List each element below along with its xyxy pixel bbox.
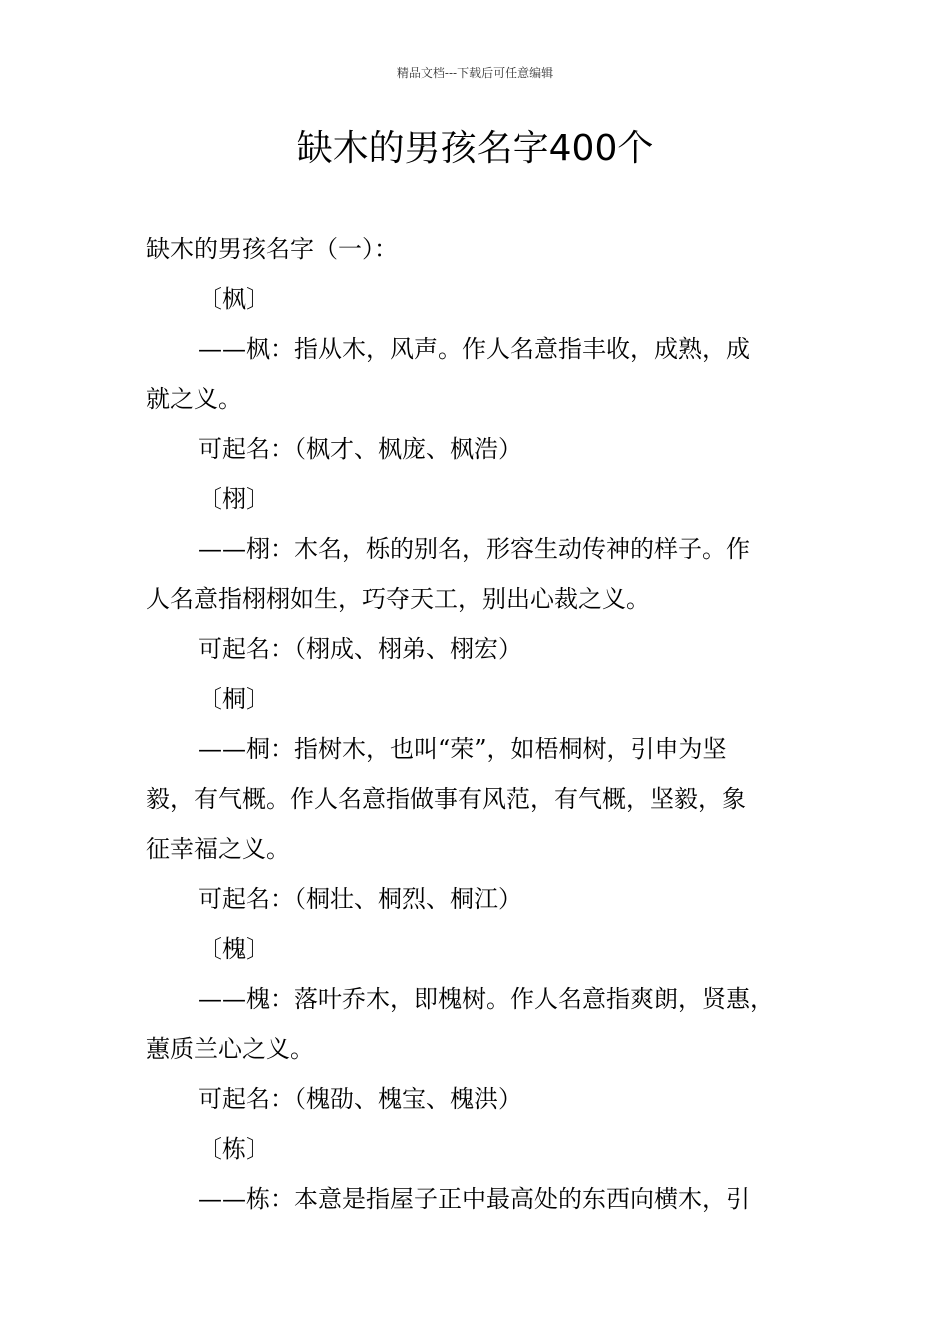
- page-header: 精品文档---下载后可任意编辑: [396, 66, 554, 80]
- body-line: 就之义。: [146, 385, 242, 413]
- body-line: ——桐：指树木，也叫“荣”，如梧桐树，引申为坚: [198, 735, 727, 763]
- body-line: 可起名：（桐壮、桐烈、桐江）: [198, 885, 522, 913]
- body-line: 〔桐〕: [198, 685, 270, 713]
- body-line: 可起名：（枫才、枫庞、枫浩）: [198, 435, 522, 463]
- body-line: 缺木的男孩名字（一）：: [146, 235, 398, 263]
- body-line: 蕙质兰心之义。: [146, 1035, 314, 1063]
- document-title: 缺木的男孩名字400个: [296, 128, 654, 169]
- body-line: 可起名：（槐劭、槐宝、槐洪）: [198, 1085, 522, 1113]
- body-line: ——栩：木名，栎的别名，形容生动传神的样子。作: [198, 535, 750, 563]
- body-line: ——栋：本意是指屋子正中最高处的东西向横木，引: [198, 1185, 750, 1213]
- body-line: 〔栋〕: [198, 1135, 270, 1163]
- body-line: 〔栩〕: [198, 485, 270, 513]
- body-line: 毅，有气概。作人名意指做事有风范，有气概，坚毅，象: [146, 785, 746, 813]
- body-line: ——槐：落叶乔木，即槐树。作人名意指爽朗，贤惠，: [198, 985, 774, 1013]
- document-body: [146, 224, 826, 1224]
- body-line: 征幸福之义。: [146, 835, 290, 863]
- body-line: ——枫：指从木，风声。作人名意指丰收，成熟，成: [198, 335, 750, 363]
- body-line: 可起名：（栩成、栩弟、栩宏）: [198, 635, 522, 663]
- body-line: 人名意指栩栩如生，巧夺天工，别出心裁之义。: [146, 585, 650, 613]
- body-line: 〔槐〕: [198, 935, 270, 963]
- body-line: 〔枫〕: [198, 285, 270, 313]
